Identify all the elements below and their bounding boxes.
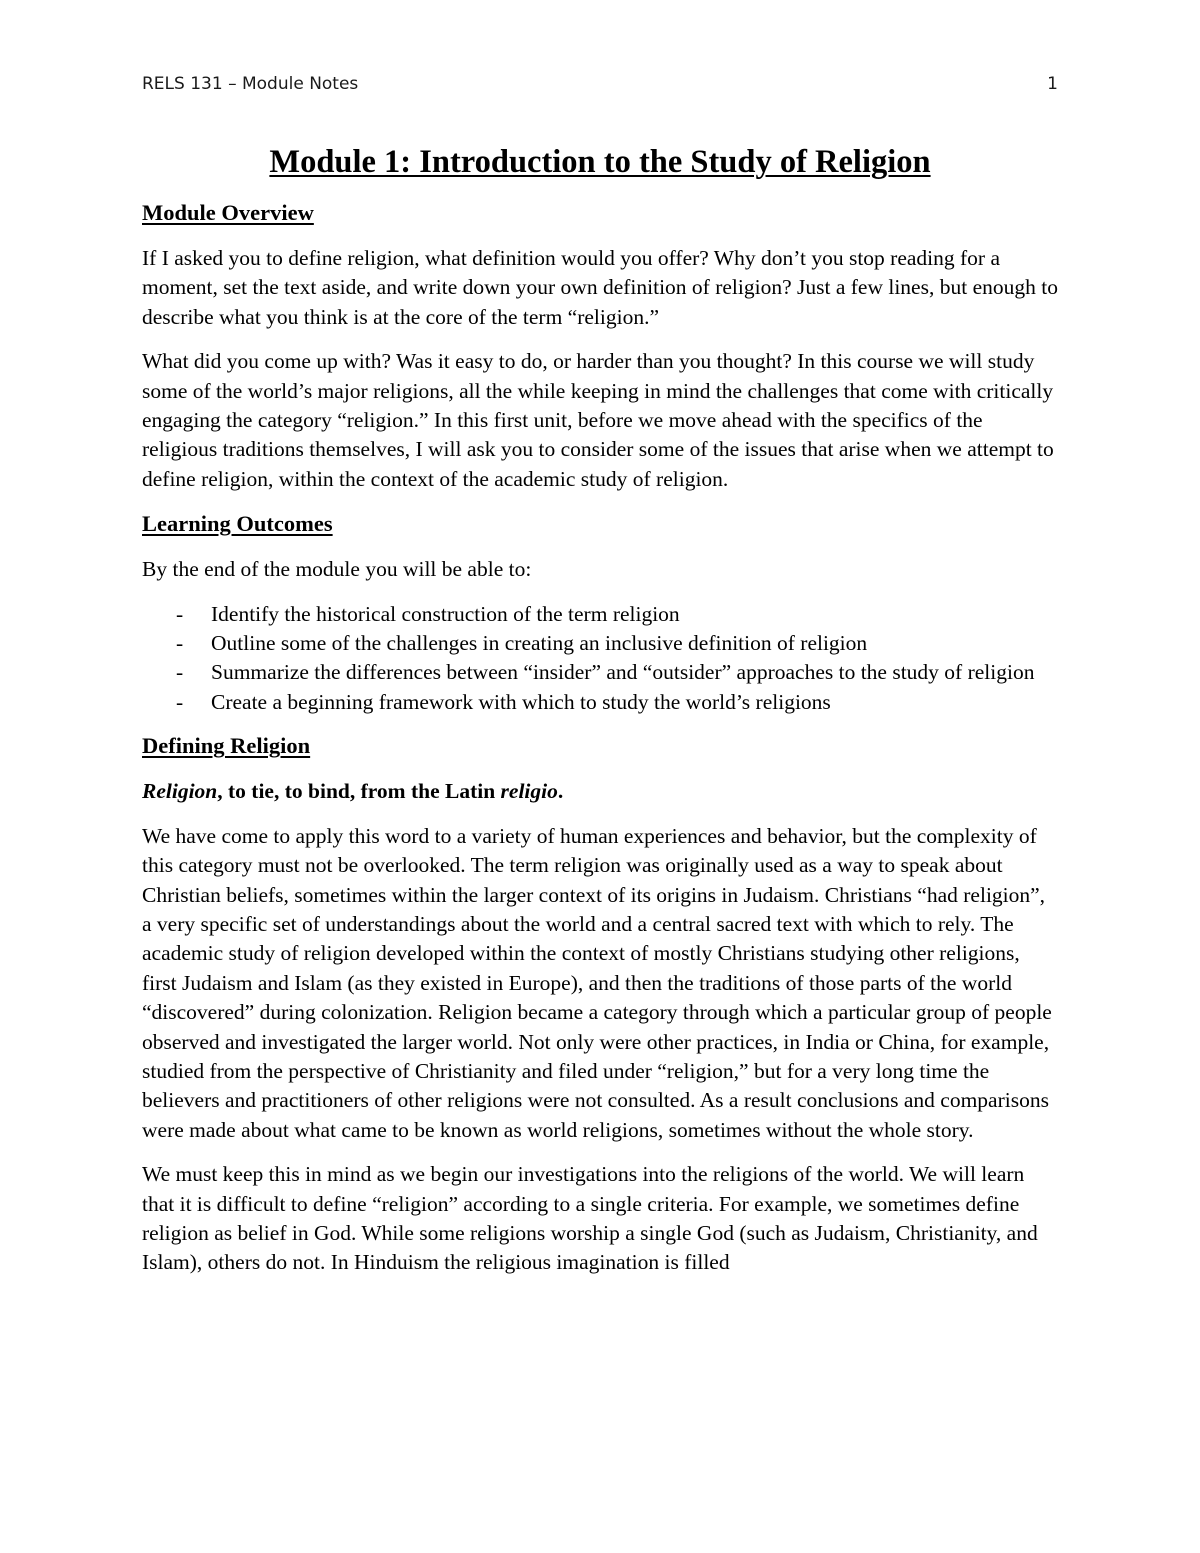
outcomes-intro: By the end of the module you will be able to: xyxy=(142,557,532,582)
heading-module-overview: Module Overview xyxy=(142,200,314,225)
dash-bullet: - xyxy=(176,631,184,656)
header-course-title: RELS 131 – Module Notes xyxy=(142,74,359,94)
defining-paragraph-1: We have come to apply this word to a variety of human experiences and behavior, but the complexity of this category must not be overlooked. The term religion was originally used as a way to speak about Christian beliefs, sometimes within the larger context of its origins in Judaism. Christians “had religion”, a very specific set of understandings about the world and a central sacred text with which to rely. The academic study of religion developed within the context of mostly Christians studying other religions, first Judaism and Islam (as they existed in Europe), and then the traditions of those parts of the world “discovered” during colonization. Religion became a category through which a particular group of people observed and investigated the larger world. Not only were other practices, in India or China, for example, studied from the perspective of Christianity and filed under “religion,” but for a very long time the believers and practitioners of other religions were not consulted. As a result conclusions and comparisons were made about what came to be known as world religions, sometimes without the whole story. xyxy=(142,823,1052,1142)
dash-bullet: - xyxy=(176,601,184,626)
page-number: 1 xyxy=(1047,74,1058,94)
document-body xyxy=(142,140,1058,1293)
list-item xyxy=(142,658,1058,687)
document-title: Module 1: Introduction to the Study of Religion xyxy=(269,144,931,180)
etymology-end: . xyxy=(557,779,564,804)
overview-paragraph-1: If I asked you to define religion, what definition would you offer? Why don’t you stop reading for a moment, set the text aside, and write down your own definition of religion? Just a few lines, but enough to describe what you think is at the core of the term “religion.” xyxy=(142,246,1058,329)
etymology-meaning: , to tie, to bind, from the Latin xyxy=(217,779,501,804)
heading-defining-religion: Defining Religion xyxy=(142,733,311,759)
list-item xyxy=(142,629,1058,658)
dash-bullet: - xyxy=(176,689,184,714)
heading-learning-outcomes: Learning Outcomes xyxy=(142,511,333,537)
defining-paragraph-2: We must keep this in mind as we begin our investigations into the religions of the world. We will learn that it is difficult to define “religion” according to a single criteria. For example, we sometimes define religion as belief in God. While some religions worship a single God (such as Judaism, Christianity, and Islam), others do not. In Hinduism the religious imagination is filled xyxy=(142,1162,1038,1275)
list-item xyxy=(142,688,1058,717)
list-item xyxy=(142,600,1058,629)
overview-paragraph-2: What did you come up with? Was it easy to do, or harder than you thought? In this course we will study some of the world’s major religions, all the while keeping in mind the challenges that come with critically engaging the category “religion.” In this first unit, before we move ahead with the specifics of the religious traditions themselves, I will ask you to consider some of the issues that arise when we attempt to define religion, within the context of the academic study of religion. xyxy=(142,349,1054,491)
learning-outcomes-list xyxy=(142,600,1058,718)
running-header xyxy=(142,72,1058,96)
outcome-text: Identify the historical construction of the term religion xyxy=(211,601,680,626)
etymology-term: Religion xyxy=(142,779,218,804)
etymology-latin: religio xyxy=(500,779,558,804)
outcome-text: Summarize the differences between “insider” and “outsider” approaches to the study of religion xyxy=(211,660,1035,685)
outcome-text: Outline some of the challenges in creating an inclusive definition of religion xyxy=(211,631,868,656)
dash-bullet: - xyxy=(176,660,184,685)
outcome-text: Create a beginning framework with which to study the world’s religions xyxy=(211,689,831,714)
etymology-line xyxy=(142,777,1058,806)
